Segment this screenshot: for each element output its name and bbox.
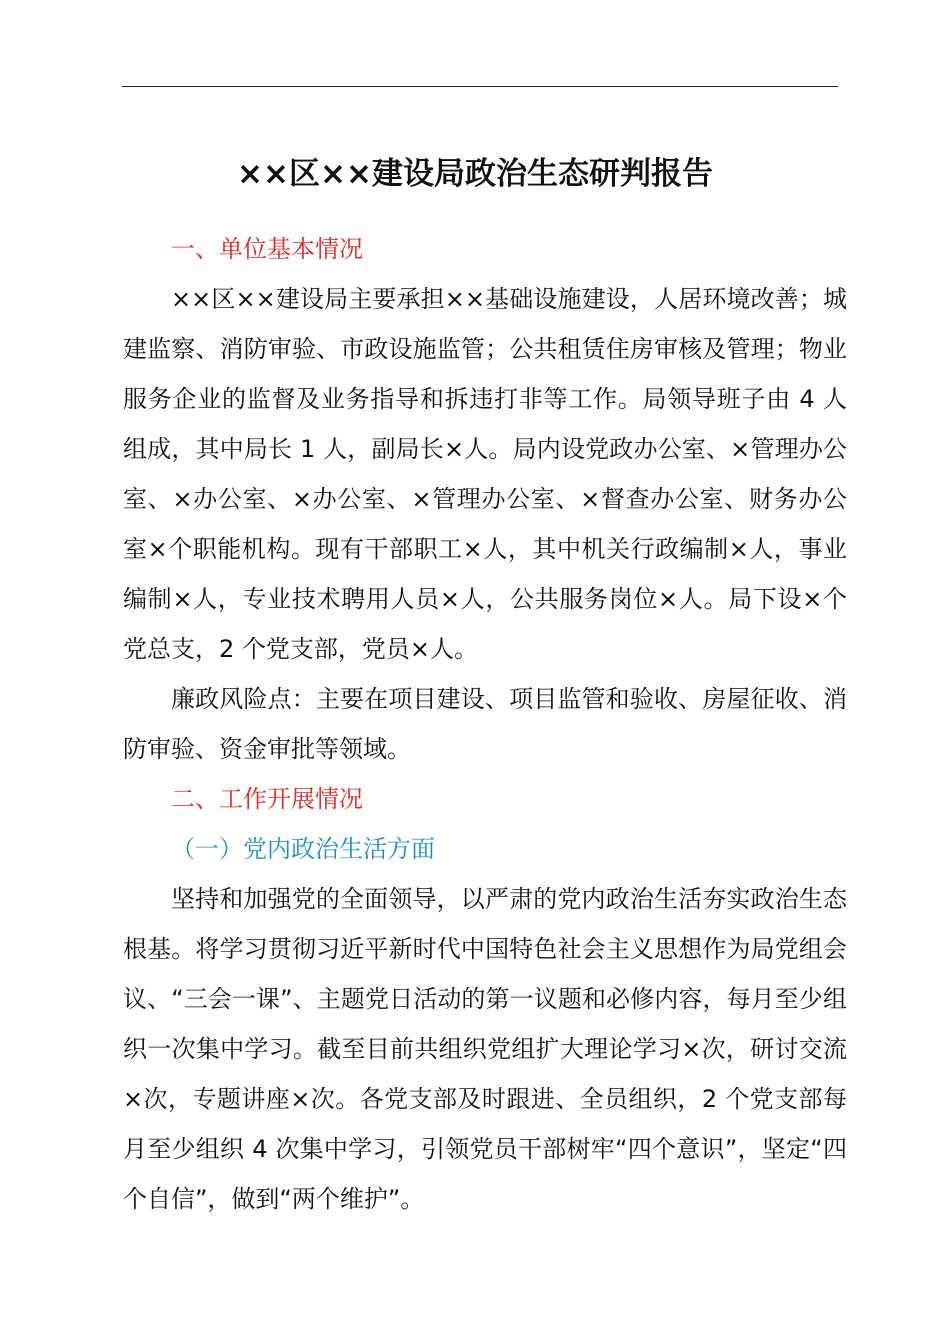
document-title: ××区××建设局政治生态研判报告 [237,156,713,192]
subsection-heading-1: （一）党内政治生活方面 [171,835,435,863]
section-heading-1: 一、单位基本情况 [171,235,363,263]
paragraph-party-life: 坚持和加强党的全面领导，以严肃的党内政治生活夯实政治生态根基。将学习贯彻习近平新时代中国特色社会主义思想作为局党组会议、“三会一课”、主题党日活动的第一议题和必修内容，每月至少组织一次集中学习。截至目前共组织党组扩大理论学习×次，研讨交流×次，专题讲座×次。各党支部及时跟进、全员组织，2 个党支部每月至少组织 4 次集中学习，引领党员干部树牢“四个意识”，坚定“四个自信”，做到“两个维护”。 [123,885,847,1213]
paragraph-unit-overview: ××区××建设局主要承担××基础设施建设，人居环境改善；城建监察、消防审验、市政设施监管；公共租赁住房审核及管理；物业服务企业的监督及业务指导和拆违打非等工作。局领导班子由 4 人组成，其中局长 1 人，副局长×人。局内设党政办公室、×管理办公室、×办公室、×办公室、×管理办公室、×督查办公室、财务办公室×个职能机构。现有干部职工×人，其中机关行政编制×人，事业编制×人，专业技术聘用人员×人，公共服务岗位×人。局下设×个党总支，2 个党支部，党员×人。 [123,285,847,663]
header-rule [122,86,838,87]
document-body [123,224,847,1224]
paragraph-risk-points: 廉政风险点：主要在项目建设、项目监管和验收、房屋征收、消防审验、资金审批等领域。 [123,685,847,763]
section-heading-2: 二、工作开展情况 [171,785,363,813]
